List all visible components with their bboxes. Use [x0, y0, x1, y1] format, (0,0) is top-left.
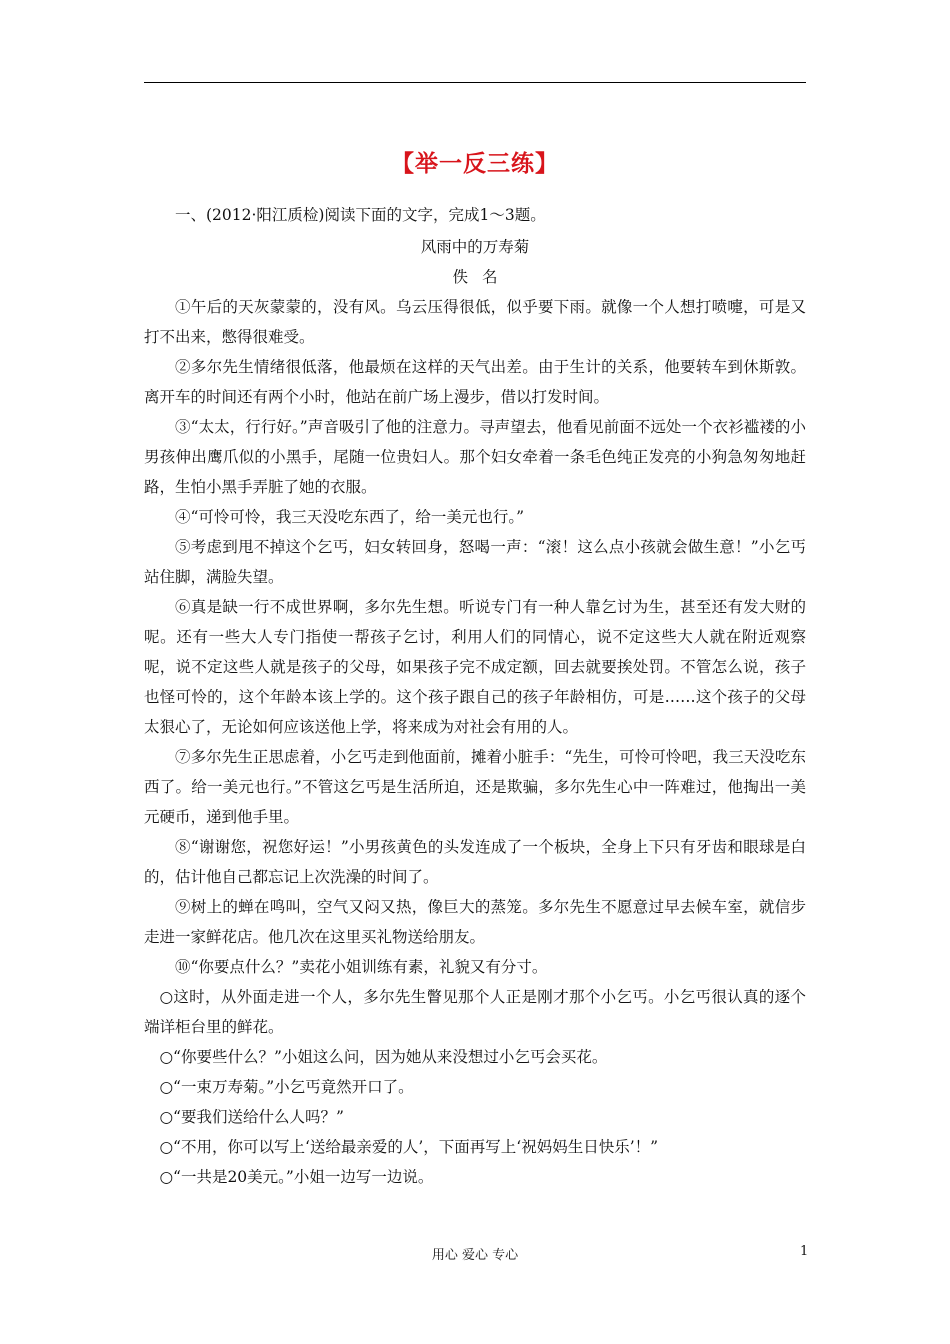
article-author: 佚名 [452, 268, 512, 286]
paragraph-7: ⑦多尔先生正思虑着，小乞丐走到他面前，摊着小脏手：“先生，可怜可怜吧，我三天没吃东西了。给一美元也行。”不管这乞丐是生活所迫，还是欺骗，多尔先生心中一阵难过，他掏出一美元硬币，递到他手里。 [144, 748, 806, 826]
dialogue-line: ○“一共是20美元。”小姐一边写一边说。 [159, 1168, 434, 1186]
paragraph-4: ④“可怜可怜，我三天没吃东西了，给一美元也行。” [175, 508, 525, 526]
dialogue-line: ○“你要些什么？”小姐这么问，因为她从来没想过小乞丐会买花。 [159, 1048, 608, 1066]
paragraph-2: ②多尔先生情绪很低落，他最烦在这样的天气出差。由于生计的关系，他要转车到休斯敦。离开车的时间还有两个小时，他站在前广场上漫步，借以打发时间。 [144, 358, 806, 406]
question-intro: 一、(2012·阳江质检)阅读下面的文字，完成1～3题。 [175, 206, 546, 224]
article-title: 风雨中的万寿菊 [420, 238, 530, 256]
paragraph-10: ⑩“你要点什么？”卖花小姐训练有素，礼貌又有分寸。 [175, 958, 548, 976]
header-rule [144, 82, 806, 83]
page-number: 1 [800, 1244, 809, 1259]
paragraph-6: ⑥真是缺一行不成世界啊，多尔先生想。听说专门有一种人靠乞讨为生，甚至还有发大财的呢。还有一些大人专门指使一帮孩子乞讨，利用人们的同情心，说不定这些大人就在附近观察呢，说不定这些人就是孩子的父母，如果孩子完不成定额，回去就要挨处罚。不管怎么说，孩子也怪可怜的，这个年龄本该上学的。这个孩子跟自己的孩子年龄相仿，可是……这个孩子的父母太狠心了，无论如何应该送他上学，将来成为对社会有用的人。 [144, 598, 806, 736]
paragraph-11: ○这时，从外面走进一个人，多尔先生瞥见那个人正是刚才那个小乞丐。小乞丐很认真的逐个端详柜台里的鲜花。 [144, 988, 806, 1036]
footer-slogan: 用心 爱心 专心 [431, 1248, 519, 1263]
dialogue-line: ○“一束万寿菊。”小乞丐竟然开口了。 [159, 1078, 414, 1096]
dialogue-line: ○“不用，你可以写上‘送给最亲爱的人’，下面再写上‘祝妈妈生日快乐’！” [159, 1138, 659, 1156]
dialogue-line: ○“要我们送给什么人吗？” [159, 1108, 344, 1126]
paragraph-1: ①午后的天灰蒙蒙的，没有风。乌云压得很低，似乎要下雨。就像一个人想打喷嚏，可是又打不出来，憋得很难受。 [144, 298, 806, 346]
paragraph-3: ③“太太，行行好。”声音吸引了他的注意力。寻声望去，他看见前面不远处一个衣衫褴褛的小男孩伸出鹰爪似的小黑手，尾随一位贵妇人。那个妇女牵着一条毛色纯正发亮的小狗急匆匆地赶路，生怕小黑手弄脏了她的衣服。 [144, 418, 806, 496]
document-body [144, 200, 806, 1192]
section-title: 【举一反三练】 [391, 150, 559, 177]
paragraph-8: ⑧“谢谢您，祝您好运！”小男孩黄色的头发连成了一个板块，全身上下只有牙齿和眼球是白的，估计他自己都忘记上次洗澡的时间了。 [144, 838, 806, 886]
paragraph-5: ⑤考虑到甩不掉这个乞丐，妇女转回身，怒喝一声：“滚！这么点小孩就会做生意！”小乞丐站住脚，满脸失望。 [144, 538, 806, 586]
paragraph-9: ⑨树上的蝉在鸣叫，空气又闷又热，像巨大的蒸笼。多尔先生不愿意过早去候车室，就信步走进一家鲜花店。他几次在这里买礼物送给朋友。 [144, 898, 806, 946]
